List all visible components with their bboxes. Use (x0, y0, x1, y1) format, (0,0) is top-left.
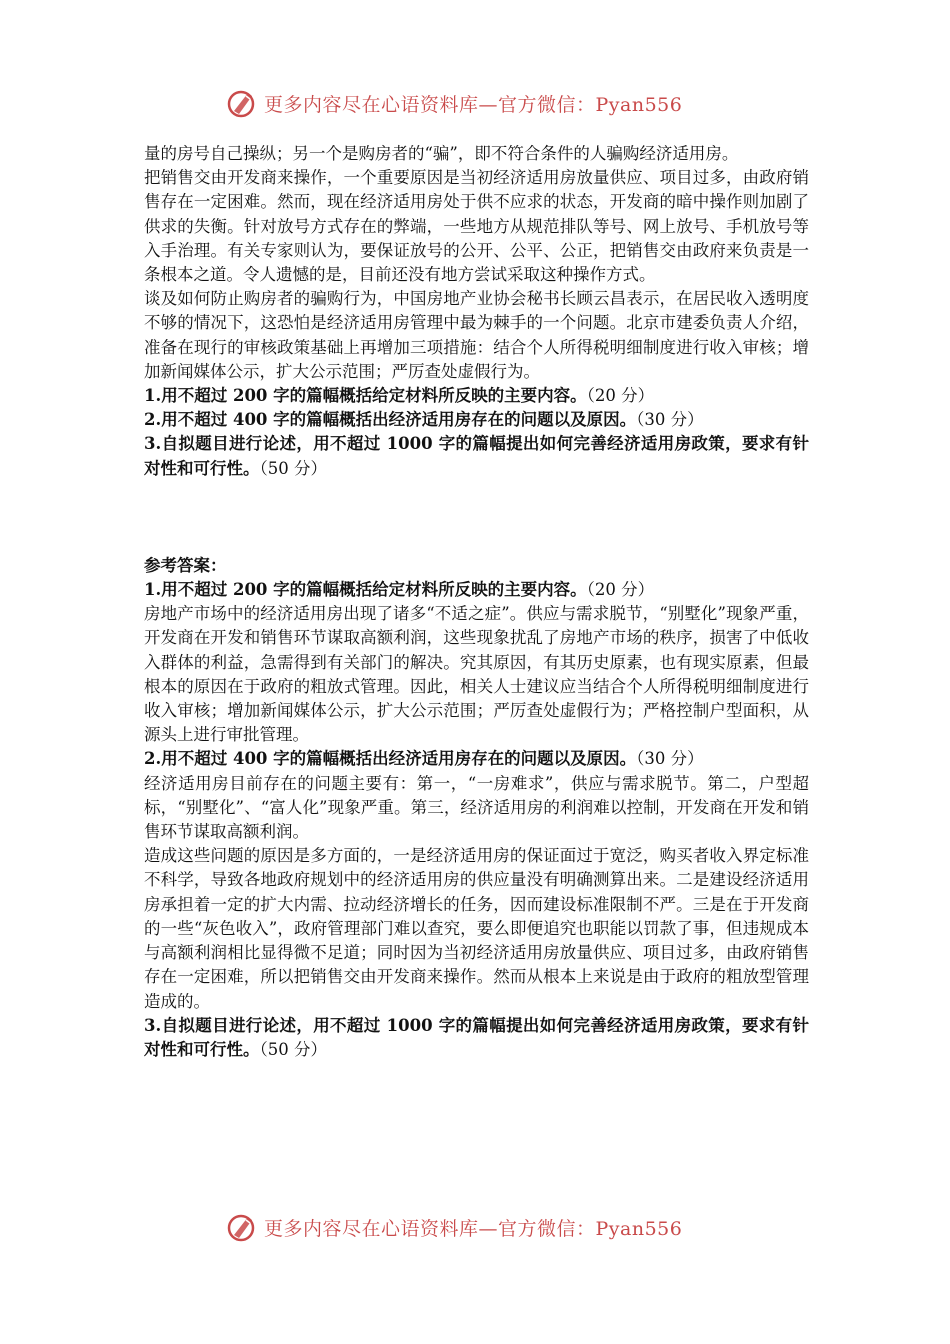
document-body (144, 142, 809, 1062)
answer-2-paragraph: 造成这些问题的原因是多方面的，一是经济适用房的保证面过于宽泛，购买者收入界定标准不科学，导致各地政府规划中的经济适用房的供应量没有明确测算出来。二是建设经济适用房承担着一定的扩大内需、拉动经济增长的任务，因而建设标准限制不严。三是在于开发商的一些“灰色收入”，政府管理部门难以查究，要么即便追究也职能以罚款了事，但违规成本与高额利润相比显得微不足道；同时因为当初经济适用房放量供应、项目过多，由政府销售存在一定困难，所以把销售交由开发商来操作。然而从根本上来说是由于政府的粗放型管理造成的。 (144, 846, 809, 1011)
question-text: 1.用不超过 200 字的篇幅概括给定材料所反映的主要内容。 (144, 386, 587, 406)
question-text: 1.用不超过 200 字的篇幅概括给定材料所反映的主要内容。 (144, 580, 587, 600)
answer-heading: 参考答案： (144, 555, 227, 575)
question-text: 2.用不超过 400 字的篇幅概括出经济适用房存在的问题以及原因。 (144, 410, 637, 430)
question-text: 3.自拟题目进行论述，用不超过 1000 字的篇幅提出如何完善经济适用房政策，要求有针对性和可行性。 (144, 1015, 809, 1059)
banner-text: 更多内容尽在心语资料库—官方微信：Pyan556 (264, 1217, 683, 1240)
question-score: （20 分） (586, 386, 655, 406)
material-paragraph: 谈及如何防止购房者的骗购行为，中国房地产业协会秘书长顾云昌表示，在居民收入透明度不够的情况下，这恐怕是经济适用房管理中最为棘手的一个问题。北京市建委负责人介绍，准备在现行的审核政策基础上再增加三项措施：结合个人所得税明细制度进行收入审核；增加新闻媒体公示，扩大公示范围；严厉查处虚假行为。 (144, 289, 809, 381)
section-spacer (144, 481, 809, 554)
question-3 (144, 432, 809, 480)
question-score: （20 分） (586, 580, 655, 600)
question-score: （50 分） (259, 1039, 327, 1059)
question-text: 2.用不超过 400 字的篇幅概括出经济适用房存在的问题以及原因。 (144, 749, 637, 769)
answer-question-1 (144, 578, 809, 602)
answer-question-3 (144, 1014, 809, 1062)
question-score: （50 分） (259, 458, 327, 478)
footer-banner (226, 1207, 726, 1247)
pen-logo-icon (226, 1211, 258, 1243)
pen-logo-icon (226, 87, 258, 119)
material-paragraph: 把销售交由开发商来操作，一个重要原因是当初经济适用房放量供应、项目过多，由政府销售存在一定困难。然而，现在经济适用房处于供不应求的状态，开发商的暗中操作则加剧了供求的失衡。针对放号方式存在的弊端，一些地方从规范排队等号、网上放号、手机放号等入手治理。有关专家则认为，要保证放号的公开、公平、公正，把销售交由政府来负责是一条根本之道。令人遗憾的是，目前还没有地方尝试采取这种操作方式。 (144, 168, 809, 285)
question-score: （30 分） (636, 749, 704, 769)
answer-1-paragraph: 房地产市场中的经济适用房出现了诸多“不适之症”。供应与需求脱节，“别墅化”现象严重，开发商在开发和销售环节谋取高额利润，这些现象扰乱了房地产市场的秩序，损害了中低收入群体的利益，急需得到有关部门的解决。究其原因，有其历史原素，也有现实原素，但最根本的原因在于政府的粗放式管理。因此，相关人士建议应当结合个人所得税明细制度进行收入审核；增加新闻媒体公示，扩大公示范围；严厉查处虚假行为；严格控制户型面积，从源头上进行审批管理。 (144, 604, 809, 745)
header-banner (226, 83, 726, 123)
answer-question-2 (144, 747, 809, 771)
question-text: 3.自拟题目进行论述，用不超过 1000 字的篇幅提出如何完善经济适用房政策，要求有针对性和可行性。 (144, 434, 809, 478)
answer-2-paragraph: 经济适用房目前存在的问题主要有：第一，“一房难求”，供应与需求脱节。第二，户型超标，“别墅化”、“富人化”现象严重。第三，经济适用房的利润难以控制，开发商在开发和销售环节谋取高额利润。 (144, 773, 809, 842)
question-1 (144, 384, 809, 408)
question-2 (144, 408, 809, 432)
banner-text: 更多内容尽在心语资料库—官方微信：Pyan556 (264, 93, 683, 116)
material-paragraph: 量的房号自己操纵；另一个是购房者的“骗”，即不符合条件的人骗购经济适用房。 (144, 144, 739, 163)
question-score: （30 分） (636, 410, 704, 430)
